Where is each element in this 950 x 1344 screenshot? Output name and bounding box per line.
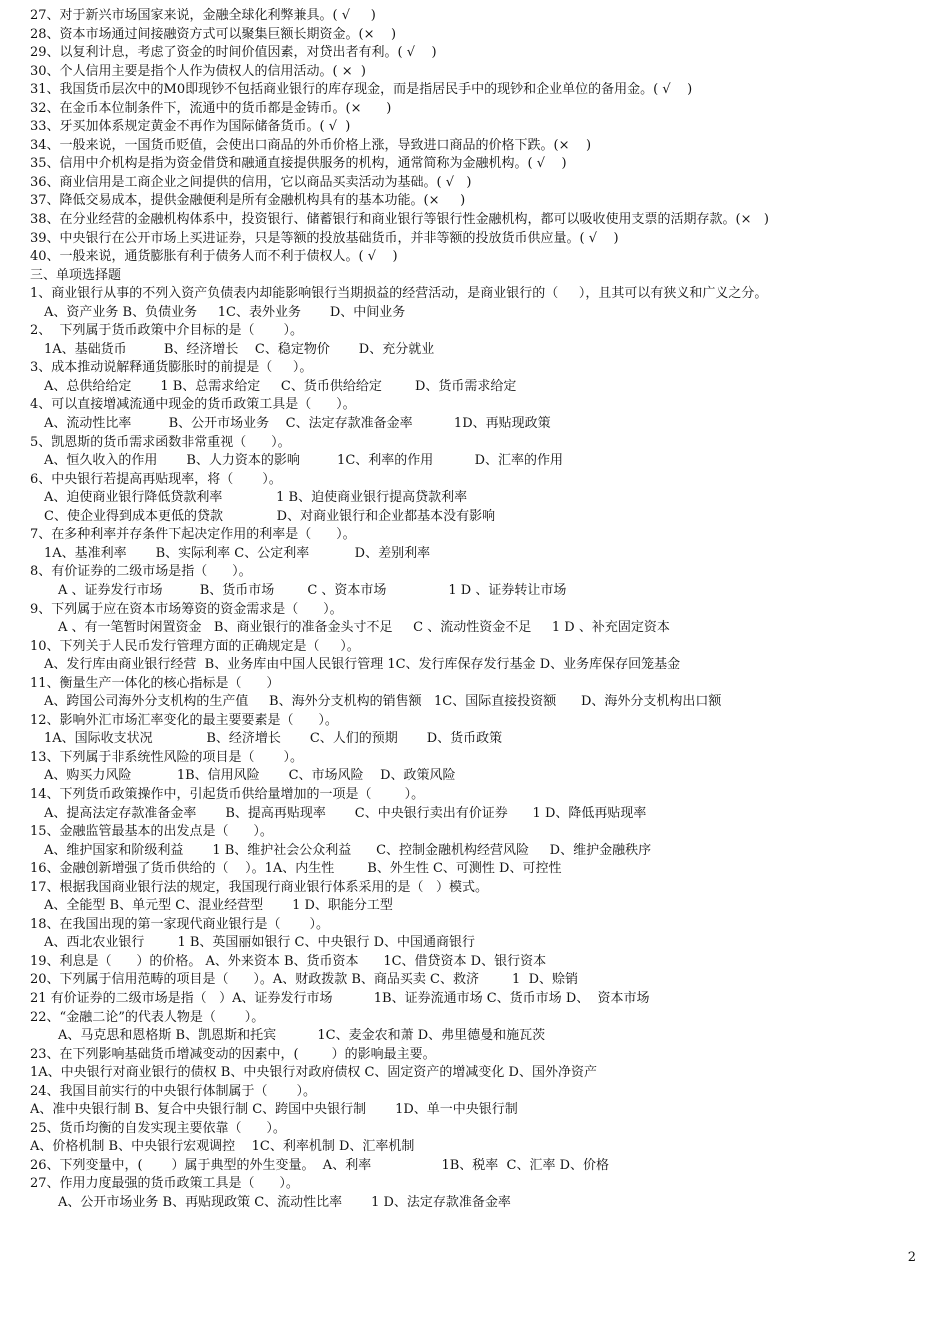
text-line: 14、下列货币政策操作中，引起货币供给量增加的一项是（ ）。: [30, 786, 425, 802]
text-line: A、迫使商业银行降低贷款利率 1 B、迫使商业银行提高贷款利率: [44, 490, 468, 506]
text-line: C、使企业得到成本更低的贷款 D、对商业银行和企业都基本没有影响: [44, 508, 496, 524]
text-line: 2、 下列属于货币政策中介目标的是（ ）。: [30, 323, 303, 339]
text-line: A、恒久收入的作用 B、人力资本的影响 1C、利率的作用 D、汇率的作用: [44, 453, 564, 469]
text-line: 三、单项选择题: [30, 267, 122, 283]
text-line: A、价格机制 B、中央银行宏观调控 1C、利率机制 D、汇率机制: [30, 1139, 415, 1155]
text-line: A、跨国公司海外分支机构的生产值 B、海外分支机构的销售额 1C、国际直接投资额 D、海外分支机构出口额: [44, 694, 722, 710]
text-line: A、西北农业银行 1 B、英国丽如银行 C、中央银行 D、中国通商银行: [44, 935, 476, 951]
document-page: [30, 7, 930, 1213]
text-line: 25、货币均衡的自发实现主要依靠（ ）。: [30, 1120, 286, 1136]
text-line: A、全能型 B、单元型 C、混业经营型 1 D、职能分工型: [44, 898, 393, 914]
text-line: A、总供给给定 1 B、总需求给定 C、货币供给给定 D、货币需求给定: [44, 378, 517, 394]
text-line: 27、作用力度最强的货币政策工具是（ ）。: [30, 1176, 299, 1192]
text-line: A、公开市场业务 B、再贴现政策 C、流动性比率 1 D、法定存款准备金率: [58, 1195, 511, 1210]
text-line: 1A、国际收支状况 B、经济增长 C、人们的预期 D、货币政策: [44, 731, 503, 747]
text-line: 31、我国货币层次中的M0即现钞不包括商业银行的库存现金，而是指居民手中的现钞和企业单位的备用金。( √ ): [30, 82, 693, 98]
text-line: 38、在分业经营的金融机构体系中，投资银行、储蓄银行和商业银行等银行性金融机构，都可以吸收使用支票的活期存款。(× ): [30, 212, 769, 228]
text-line: 24、我国目前实行的中央银行体制属于（ ）。: [30, 1083, 316, 1099]
text-line: 15、金融监管最基本的出发点是（ ）。: [30, 824, 273, 840]
text-line: A、马克思和恩格斯 B、凯恩斯和托宾 1C、麦金农和萧 D、弗里德曼和施瓦茨: [58, 1028, 546, 1044]
text-line: 18、在我国出现的第一家现代商业银行是（ ）。: [30, 916, 329, 932]
text-line: 28、资本市场通过间接融资方式可以聚集巨额长期资金。(× ): [30, 26, 397, 42]
text-line: 23、在下列影响基础货币增减变动的因素中，( ）的影响最主要。: [30, 1046, 436, 1062]
text-line: 30、个人信用主要是指个人作为债权人的信用活动。( × ): [30, 63, 366, 79]
text-line: 32、在金币本位制条件下，流通中的货币都是金铸币。(× ): [30, 100, 392, 116]
text-line: 6、中央银行若提高再贴现率，将（ ）。: [30, 471, 282, 487]
text-line: 20、下列属于信用范畴的项目是（ ）。A、财政拨款 B、商品买卖 C、救济 1 D、赊销: [30, 972, 579, 988]
text-line: 37、降低交易成本，提供金融便利是所有金融机构具有的基本功能。(× ): [30, 193, 466, 209]
text-line: 10、下列关于人民币发行管理方面的正确规定是（ ）。: [30, 638, 360, 654]
text-line: A 、证券发行市场 B、货币市场 C 、资本市场 1 D 、证券转让市场: [58, 582, 567, 598]
text-line: 27、对于新兴市场国家来说，金融全球化利弊兼具。( √ ): [30, 8, 376, 23]
text-line: 29、以复利计息，考虑了资金的时间价值因素，对贷出者有利。( √ ): [30, 45, 437, 61]
text-line: A、准中央银行制 B、复合中央银行制 C、跨国中央银行制 1D、单一中央银行制: [30, 1102, 518, 1118]
text-line: 9、下列属于应在资本市场筹资的资金需求是（ ）。: [30, 601, 343, 617]
text-line: 5、凯恩斯的货币需求函数非常重视（ ）。: [30, 434, 291, 450]
text-line: 16、金融创新增强了货币供给的（ ）。1A、内生性 B、外生性 C、可测性 D、可控性: [30, 861, 562, 877]
text-line: A、发行库由商业银行经营 B、业务库由中国人民银行管理 1C、发行库保存发行基金 D、业务库保存回笼基金: [44, 657, 681, 673]
text-line: A、流动性比率 B、公开市场业务 C、法定存款准备金率 1D、再贴现政策: [44, 416, 551, 432]
text-line: 36、商业信用是工商企业之间提供的信用，它以商品买卖活动为基础。( √ ): [30, 174, 472, 190]
text-line: 1A、基础货币 B、经济增长 C、稳定物价 D、充分就业: [44, 341, 435, 357]
text-line: 1A、中央银行对商业银行的债权 B、中央银行对政府债权 C、固定资产的增减变化 D、国外净资产: [30, 1065, 597, 1081]
text-line: 22、“金融二论”的代表人物是（ ）。: [30, 1009, 265, 1025]
text-line: A、资产业务 B、负债业务 1C、表外业务 D、中间业务: [44, 304, 406, 320]
text-line: 21 有价证券的二级市场是指（ ）A、证券发行市场 1B、证券流通市场 C、货币市场 D、 资本市场: [30, 990, 650, 1006]
text-line: 1A、基准利率 B、实际利率 C、公定利率 D、差别利率: [44, 545, 431, 561]
text-line: A、提高法定存款准备金率 B、提高再贴现率 C、中央银行卖出有价证券 1 D、降低再贴现率: [44, 805, 647, 821]
text-line: 11、衡量生产一体化的核心指标是（ ）: [30, 675, 280, 691]
text-line: 17、根据我国商业银行法的规定，我国现行商业银行体系采用的是（ ）模式。: [30, 879, 488, 895]
text-line: 39、中央银行在公开市场上买进证券，只是等额的投放基础货币，并非等额的投放货币供应量。( √ ): [30, 230, 619, 246]
text-line: 40、一般来说，通货膨胀有利于债务人而不利于债权人。( √ ): [30, 249, 398, 265]
text-line: 19、利息是（ ）的价格。 A、外来资本 B、货币资本 1C、借贷资本 D、银行资本: [30, 953, 547, 969]
text-line: 26、下列变量中，( ）属于典型的外生变量。 A、利率 1B、税率 C、汇率 D、价格: [30, 1157, 610, 1173]
text-line: 34、一般来说，一国货币贬值，会使出口商品的外币价格上涨，导致进口商品的价格下跌。(× ): [30, 137, 592, 153]
text-line: 3、成本推动说解释通货膨胀时的前提是（ ）。: [30, 360, 313, 376]
text-line: 33、牙买加体系规定黄金不再作为国际储备货币。( √ ): [30, 119, 351, 135]
text-line: 4、可以直接增减流通中现金的货币政策工具是（ ）。: [30, 397, 356, 413]
text-line: A、购买力风险 1B、信用风险 C、市场风险 D、政策风险: [44, 768, 456, 784]
text-line: A、维护国家和阶级利益 1 B、维护社会公众利益 C、控制金融机构经营风险 D、维护金融秩序: [44, 842, 652, 858]
text-line: 13、下列属于非系统性风险的项目是（ ）。: [30, 749, 303, 765]
text-line: 8、有价证券的二级市场是指（ ）。: [30, 564, 252, 580]
text-line: 12、影响外汇市场汇率变化的最主要要素是（ ）。: [30, 712, 338, 728]
text-line: 7、在多种利率并存条件下起决定作用的利率是（ ）。: [30, 527, 356, 543]
page-number: 2: [907, 1250, 916, 1265]
text-line: 35、信用中介机构是指为资金借贷和融通直接提供服务的机构，通常简称为金融机构。( √ ): [30, 156, 567, 172]
text-line: 1、商业银行从事的不列入资产负债表内却能影响银行当期损益的经营活动，是商业银行的（ ），且其可以有狭义和广义之分。: [30, 286, 768, 302]
text-line: A 、有一笔暂时闲置资金 B、商业银行的准备金头寸不足 C 、流动性资金不足 1 D 、补充固定资本: [58, 620, 670, 636]
